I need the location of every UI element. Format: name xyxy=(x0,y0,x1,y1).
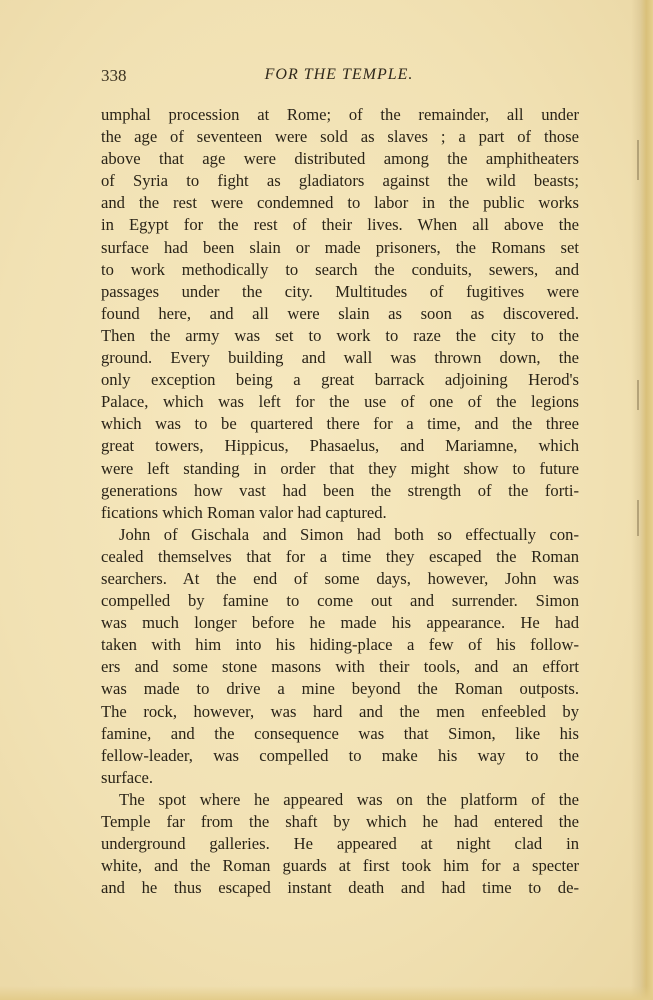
page-header xyxy=(101,66,577,90)
text-line: only exception being a great barrack adjoining Herod's xyxy=(101,370,579,390)
text-line: taken with him into his hiding-place a few of his follow- xyxy=(101,635,579,655)
text-line: fications which Roman valor had captured. xyxy=(101,502,387,522)
text-line: Temple far from the shaft by which he had entered the xyxy=(101,812,579,831)
page-number: 338 xyxy=(101,66,127,85)
text-line: surface. xyxy=(101,767,154,787)
text-line: fellow-leader, was compelled to make his way to the xyxy=(101,745,579,765)
text-line: and the rest were condemned to labor in the public works xyxy=(101,193,579,213)
text-line: great towers, Hippicus, Phasaelus, and Mariamne, which xyxy=(101,436,579,456)
text-line: famine, and the consequence was that Simon, like his xyxy=(101,723,579,743)
text-line: in Egypt for the rest of their lives. When all above the xyxy=(101,215,579,235)
text-line: were left standing in order that they might show to future xyxy=(101,458,579,478)
text-line: found here, and all were slain as soon as discovered. xyxy=(101,303,579,323)
margin-mark xyxy=(637,500,639,536)
text-line: and he thus escaped instant death and had time to de- xyxy=(101,878,579,898)
text-line: The spot where he appeared was on the platform of the xyxy=(119,789,579,809)
text-line: underground galleries. He appeared at night clad in xyxy=(101,834,579,854)
text-line: Then the army was set to work to raze the city to the xyxy=(101,325,579,345)
text-line: which was to be quartered there for a time, and the three xyxy=(101,414,579,434)
margin-mark xyxy=(637,380,639,410)
text-line: umphal procession at Rome; of the remainder, all under xyxy=(101,105,579,124)
running-head: FOR THE TEMPLE. xyxy=(264,66,414,83)
text-line: The rock, however, was hard and the men enfeebled by xyxy=(101,701,579,721)
text-line: cealed themselves that for a time they escaped the Roman xyxy=(101,546,579,566)
text-line: searchers. At the end of some days, however, John was xyxy=(101,568,579,588)
text-line: ground. Every building and wall was thrown down, the xyxy=(101,348,579,368)
text-line: passages under the city. Multitudes of fugitives were xyxy=(101,281,579,301)
margin-mark xyxy=(637,140,639,180)
text-line: to work methodically to search the conduits, sewers, and xyxy=(101,259,579,279)
text-line: above that age were distributed among the amphitheaters xyxy=(101,149,579,169)
text-line: of Syria to fight as gladiators against the wild beasts; xyxy=(101,171,579,191)
text-line: was made to drive a mine beyond the Roman outposts. xyxy=(101,679,579,699)
text-line: surface had been slain or made prisoners, the Romans set xyxy=(101,237,579,257)
text-line: was much longer before he made his appearance. He had xyxy=(101,613,579,633)
text-line: the age of seventeen were sold as slaves ; a part of those xyxy=(101,127,579,147)
page-edge-shadow xyxy=(631,0,653,1000)
page-bottom-edge xyxy=(0,986,653,1000)
text-line: Palace, which was left for the use of one of the legions xyxy=(101,392,579,412)
text-line: John of Gischala and Simon had both so effectually con- xyxy=(119,524,579,544)
text-line: white, and the Roman guards at first took him for a specter xyxy=(101,856,579,876)
text-line: compelled by famine to come out and surrender. Simon xyxy=(101,591,579,611)
body-text xyxy=(101,104,579,899)
text-line: generations how vast had been the strength of the forti- xyxy=(101,480,579,500)
text-line: ers and some stone masons with their tools, and an effort xyxy=(101,657,579,677)
